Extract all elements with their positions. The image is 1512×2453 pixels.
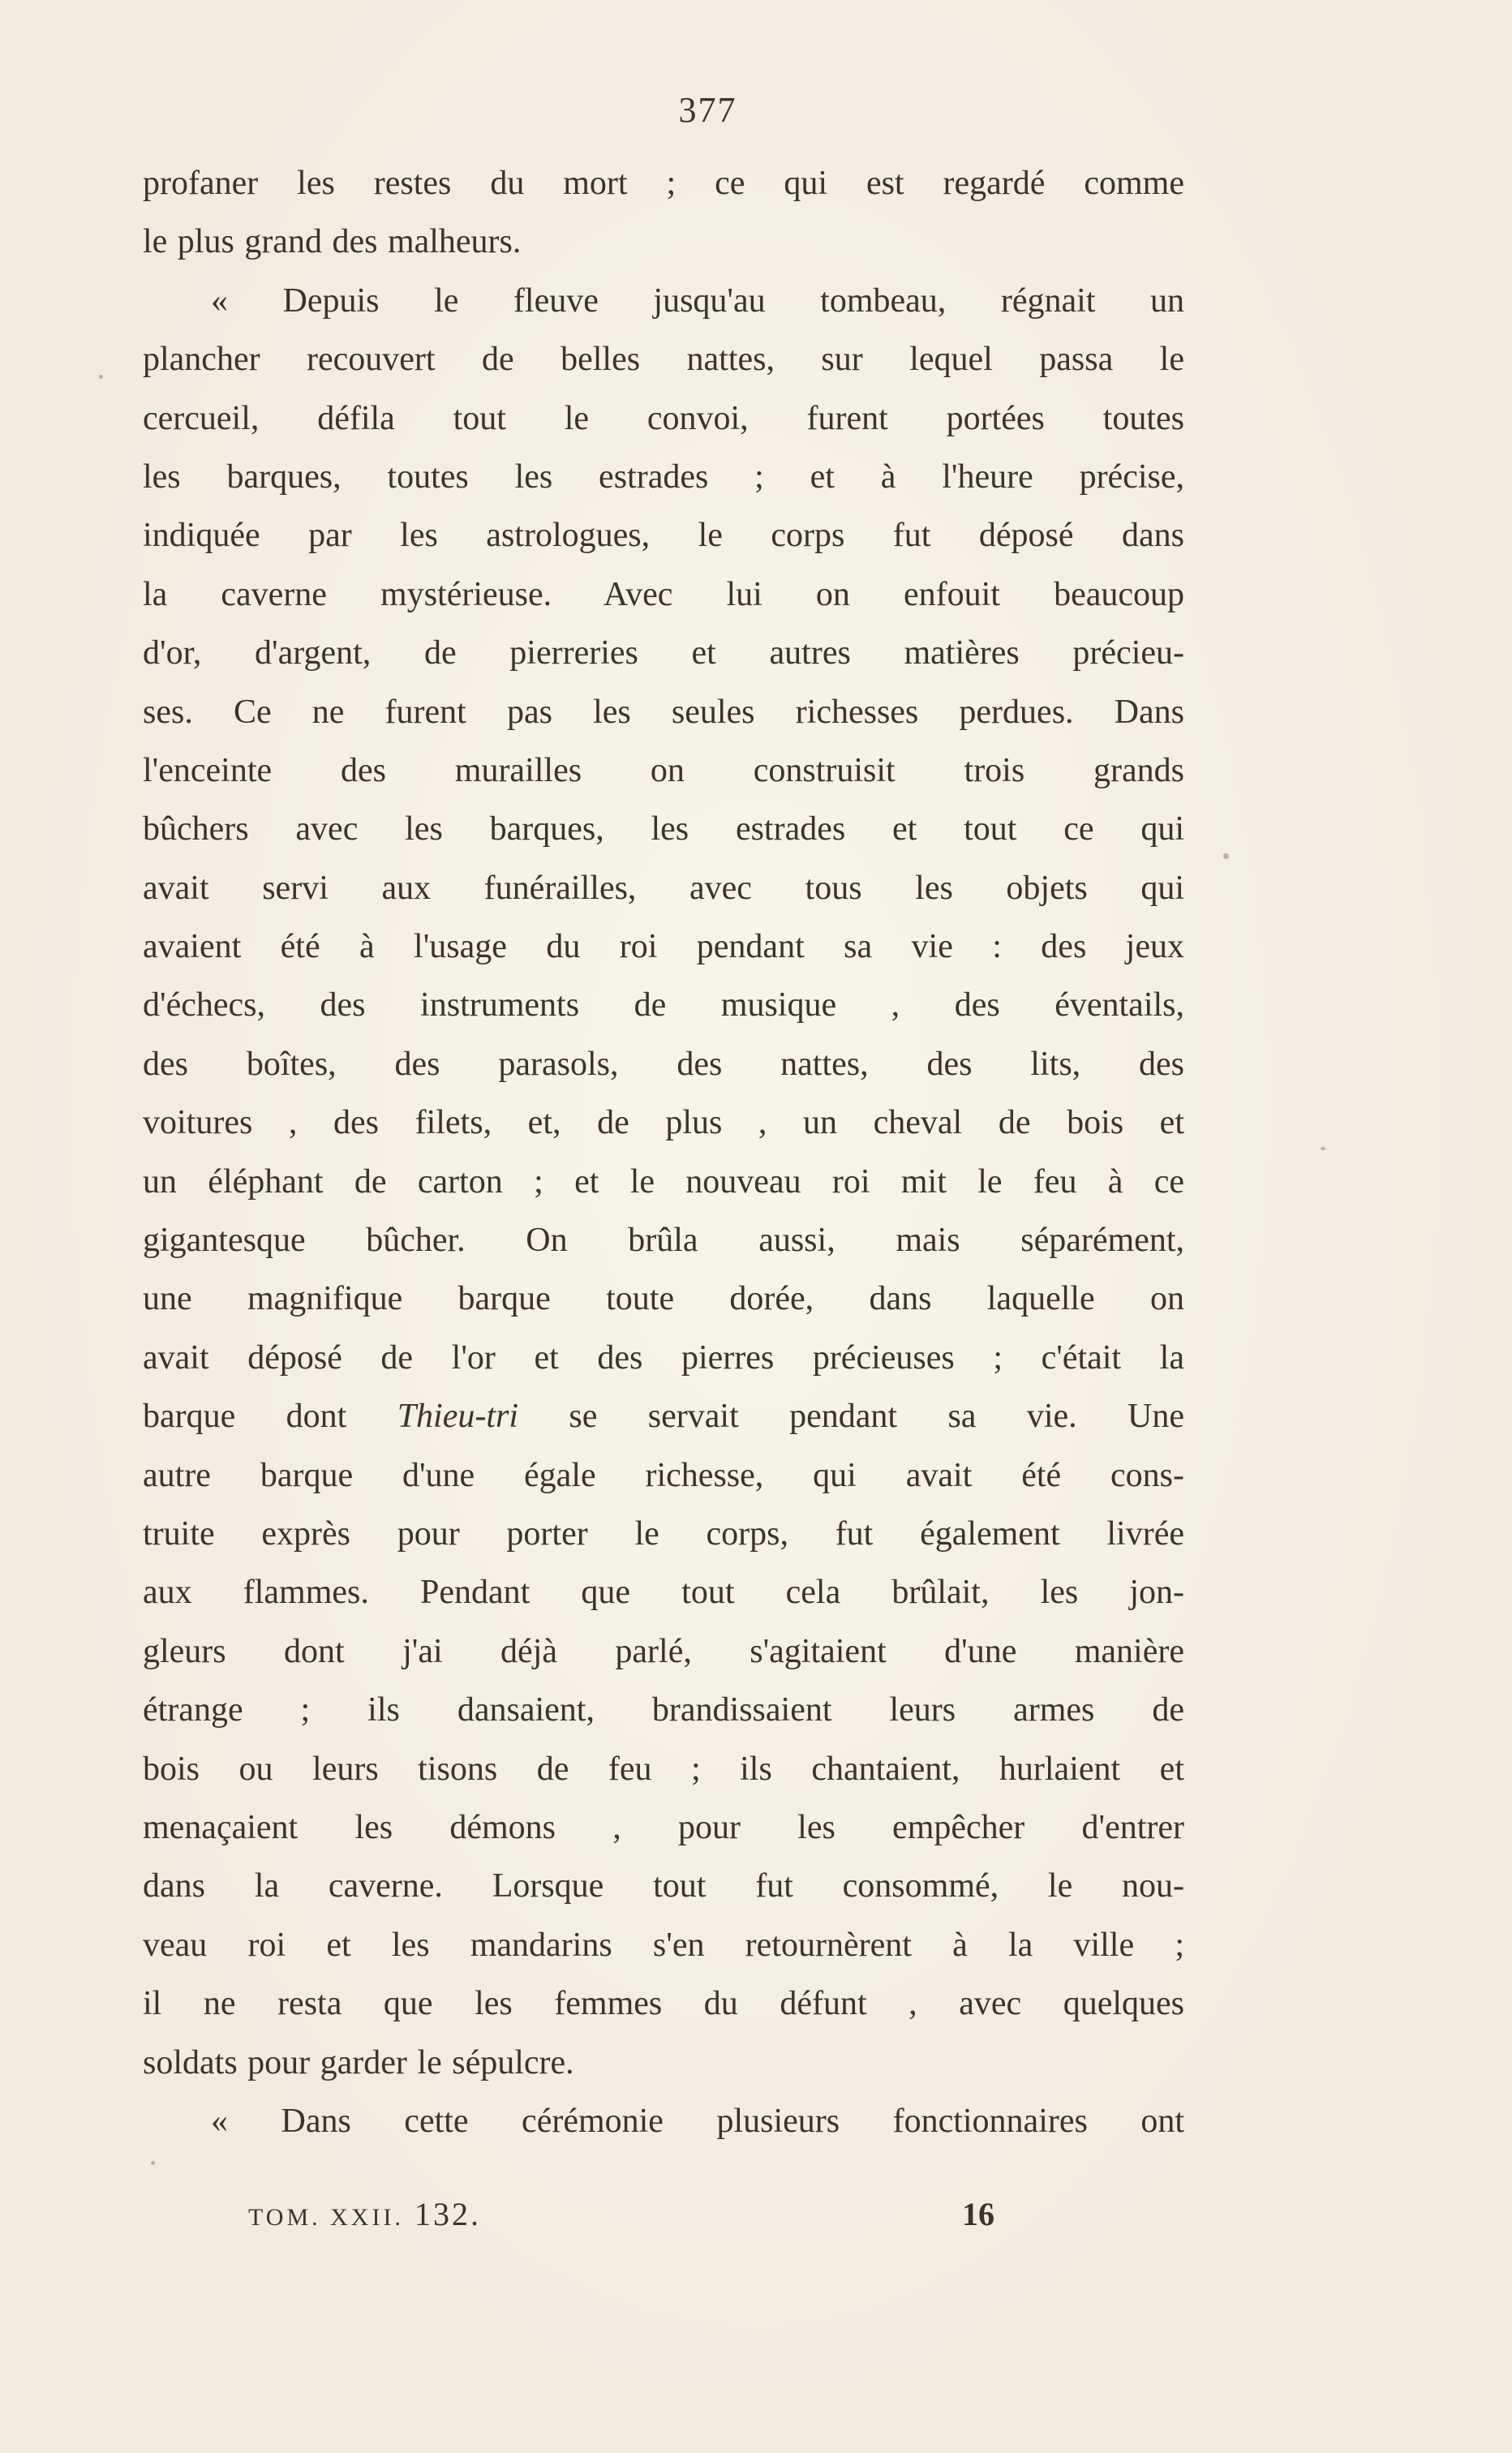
paper-speck bbox=[1223, 853, 1229, 859]
text-line: autre barque d'une égale richesse, qui avait été cons- bbox=[143, 1456, 1184, 1494]
sheet-number: 16 bbox=[962, 2196, 994, 2232]
text-line: aux flammes. Pendant que tout cela brûlait, les jon- bbox=[143, 1574, 1184, 1612]
text-line: ses. Ce ne furent pas les seules richesses perdues. Dans bbox=[143, 693, 1184, 731]
paper-speck bbox=[99, 375, 103, 379]
text-line: des boîtes, des parasols, des nattes, des lits, des bbox=[143, 1045, 1184, 1083]
paper-speck bbox=[151, 2161, 155, 2165]
text-line: bûchers avec les barques, les estrades et tout ce qui bbox=[143, 810, 1184, 848]
text-line: une magnifique barque toute dorée, dans laquelle on bbox=[143, 1280, 1184, 1318]
text-line: indiquée par les astrologues, le corps fut déposé dans bbox=[143, 517, 1184, 555]
text-line: veau roi et les mandarins s'en retournèrent à la ville ; bbox=[143, 1926, 1184, 1964]
page-footer bbox=[248, 2195, 1027, 2244]
text-line: « Dans cette cérémonie plusieurs fonctionnaires ont bbox=[211, 2102, 1184, 2140]
body-text bbox=[143, 154, 1184, 2150]
text-line: avaient été à l'usage du roi pendant sa vie : des jeux bbox=[143, 928, 1184, 966]
text-line: menaçaient les démons , pour les empêcher d'entrer bbox=[143, 1808, 1184, 1846]
text-line: barque dont Thieu-tri se servait pendant sa vie. Une bbox=[143, 1398, 1184, 1436]
text-line: l'enceinte des murailles on construisit trois grands bbox=[143, 751, 1184, 789]
text-line: soldats pour garder le sépulcre. bbox=[143, 2043, 574, 2081]
signature-number: 132. bbox=[414, 2196, 481, 2232]
text-line: les barques, toutes les estrades ; et à l'heure précise, bbox=[143, 458, 1184, 496]
text-line: il ne resta que les femmes du défunt , avec quelques bbox=[143, 1985, 1184, 2023]
text-line: gleurs dont j'ai déjà parlé, s'agitaient d'une manière bbox=[143, 1632, 1184, 1670]
italic-name: Thieu-tri bbox=[397, 1398, 519, 1436]
text-line: bois ou leurs tisons de feu ; ils chantaient, hurlaient et bbox=[143, 1750, 1184, 1788]
text-line: avait servi aux funérailles, avec tous les objets qui bbox=[143, 869, 1184, 907]
text-line: la caverne mystérieuse. Avec lui on enfouit beaucoup bbox=[143, 575, 1184, 613]
text-line: cercueil, défila tout le convoi, furent portées toutes bbox=[143, 399, 1184, 437]
text-line: avait déposé de l'or et des pierres précieuses ; c'était la bbox=[143, 1338, 1184, 1377]
text-line: d'échecs, des instruments de musique , des éventails, bbox=[143, 986, 1184, 1025]
text-line: étrange ; ils dansaient, brandissaient leurs armes de bbox=[143, 1691, 1184, 1729]
text-line: truite exprès pour porter le corps, fut également livrée bbox=[143, 1514, 1184, 1553]
text-line: voitures , des filets, et, de plus , un cheval de bois et bbox=[143, 1104, 1184, 1142]
paper-speck bbox=[1321, 1147, 1325, 1150]
text-line: un éléphant de carton ; et le nouveau roi mit le feu à ce bbox=[143, 1162, 1184, 1201]
signature-volume: TOM. XXII. bbox=[248, 2204, 404, 2231]
text-line: le plus grand des malheurs. bbox=[143, 223, 522, 261]
text-line: plancher recouvert de belles nattes, sur lequel passa le bbox=[143, 341, 1184, 379]
text-line: gigantesque bûcher. On brûla aussi, mais séparément, bbox=[143, 1222, 1184, 1260]
text-line: profaner les restes du mort ; ce qui est regardé comme bbox=[143, 165, 1184, 202]
text-line: d'or, d'argent, de pierreries et autres matières précieu- bbox=[143, 634, 1184, 672]
page-number: 377 bbox=[678, 90, 737, 130]
text-line: dans la caverne. Lorsque tout fut consommé, le nou- bbox=[143, 1867, 1184, 1905]
signature-mark bbox=[248, 2195, 481, 2233]
text-line: « Depuis le fleuve jusqu'au tombeau, régnait un bbox=[211, 281, 1184, 320]
